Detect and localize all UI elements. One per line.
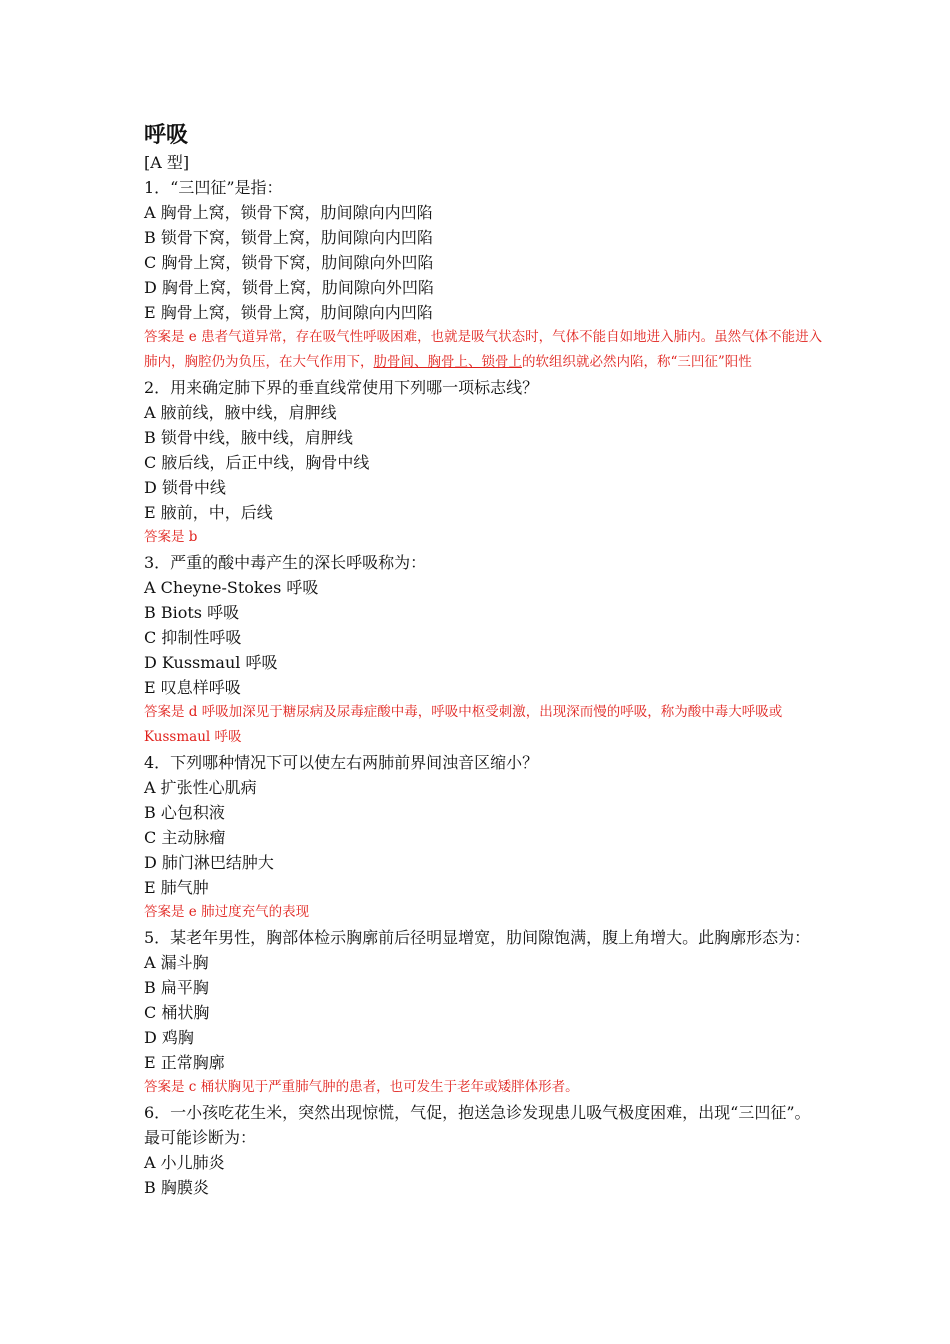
question-block [144, 375, 824, 550]
option: C 抑制性呼吸 [144, 628, 242, 647]
answer-text: 答案是 e 患者气道异常，存在吸气性呼吸困难，也就是吸气状态时，气体不能自如地进入肺内。虽然气体不能进入肺内，胸腔仍为负压，在大气作用下， [144, 329, 823, 370]
option: C 主动脉瘤 [144, 828, 226, 847]
option: A 漏斗胸 [144, 953, 209, 972]
option: D Kussmaul 呼吸 [144, 653, 278, 672]
option: E 叹息样呼吸 [144, 678, 241, 697]
answer-explanation: 答案是 b [144, 529, 198, 545]
option: B Biots 呼吸 [144, 603, 240, 622]
answer-explanation: 答案是 e 肺过度充气的表现 [144, 904, 310, 920]
answer-explanation: 答案是 c 桶状胸见于严重肺气肿的患者，也可发生于老年或矮胖体形者。 [144, 1079, 579, 1095]
option: A 胸骨上窝，锁骨下窝，肋间隙向内凹陷 [144, 203, 433, 222]
question-block [144, 175, 824, 375]
answer-explanation: 答案是 d 呼吸加深见于糖尿病及尿毒症酸中毒，呼吸中枢受刺激，出现深而慢的呼吸，称为酸中毒大呼吸或Kussmaul 呼吸 [144, 704, 783, 745]
option: A Cheyne-Stokes 呼吸 [144, 578, 319, 597]
option: C 腋后线，后正中线，胸骨中线 [144, 453, 370, 472]
option: A 小儿肺炎 [144, 1153, 225, 1172]
option: B 锁骨中线，腋中线，肩胛线 [144, 428, 353, 447]
option: E 肺气肿 [144, 878, 209, 897]
answer-explanation [144, 325, 824, 375]
option: D 肺门淋巴结肿大 [144, 853, 274, 872]
answer-text-end: 的软组织就必然内陷，称“三凹征”阳性 [522, 354, 752, 370]
answer-underlined-text: 肋骨间、胸骨上、锁骨上 [373, 354, 522, 370]
option: D 鸡胸 [144, 1028, 194, 1047]
question-block [144, 925, 824, 1100]
option: C 胸骨上窝，锁骨下窝，肋间隙向外凹陷 [144, 253, 434, 272]
question-block [144, 1100, 824, 1200]
question-text: 1．“三凹征”是指： [144, 178, 283, 197]
question-text: 4．下列哪种情况下可以使左右两肺前界间浊音区缩小？ [144, 753, 539, 772]
option: B 锁骨下窝，锁骨上窝，肋间隙向内凹陷 [144, 228, 433, 247]
option: B 胸膜炎 [144, 1178, 209, 1197]
option: C 桶状胸 [144, 1003, 210, 1022]
page-title: 呼吸 [144, 122, 189, 148]
option: E 正常胸廓 [144, 1053, 225, 1072]
question-text: 2．用来确定肺下界的垂直线常使用下列哪一项标志线？ [144, 378, 539, 397]
option: D 胸骨上窝，锁骨上窝，肋间隙向外凹陷 [144, 278, 434, 297]
option: D 锁骨中线 [144, 478, 226, 497]
section-label: [A 型] [144, 153, 190, 172]
option: B 心包积液 [144, 803, 225, 822]
question-text: 5．某老年男性，胸部体检示胸廓前后径明显增宽，肋间隙饱满，腹上角增大。此胸廓形态为： [144, 928, 811, 947]
question-block [144, 750, 824, 925]
option: A 腋前线，腋中线，肩胛线 [144, 403, 337, 422]
question-text: 3．严重的酸中毒产生的深长呼吸称为： [144, 553, 427, 572]
option: A 扩张性心肌病 [144, 778, 257, 797]
question-text: 6．一小孩吃花生米，突然出现惊慌，气促，抱送急诊发现患儿吸气极度困难，出现“三凹征”。最可能诊断为： [144, 1103, 811, 1147]
document-page [144, 120, 824, 1200]
question-block [144, 550, 824, 750]
option: E 腋前，中，后线 [144, 503, 273, 522]
option: E 胸骨上窝，锁骨上窝，肋间隙向内凹陷 [144, 303, 433, 322]
option: B 扁平胸 [144, 978, 209, 997]
